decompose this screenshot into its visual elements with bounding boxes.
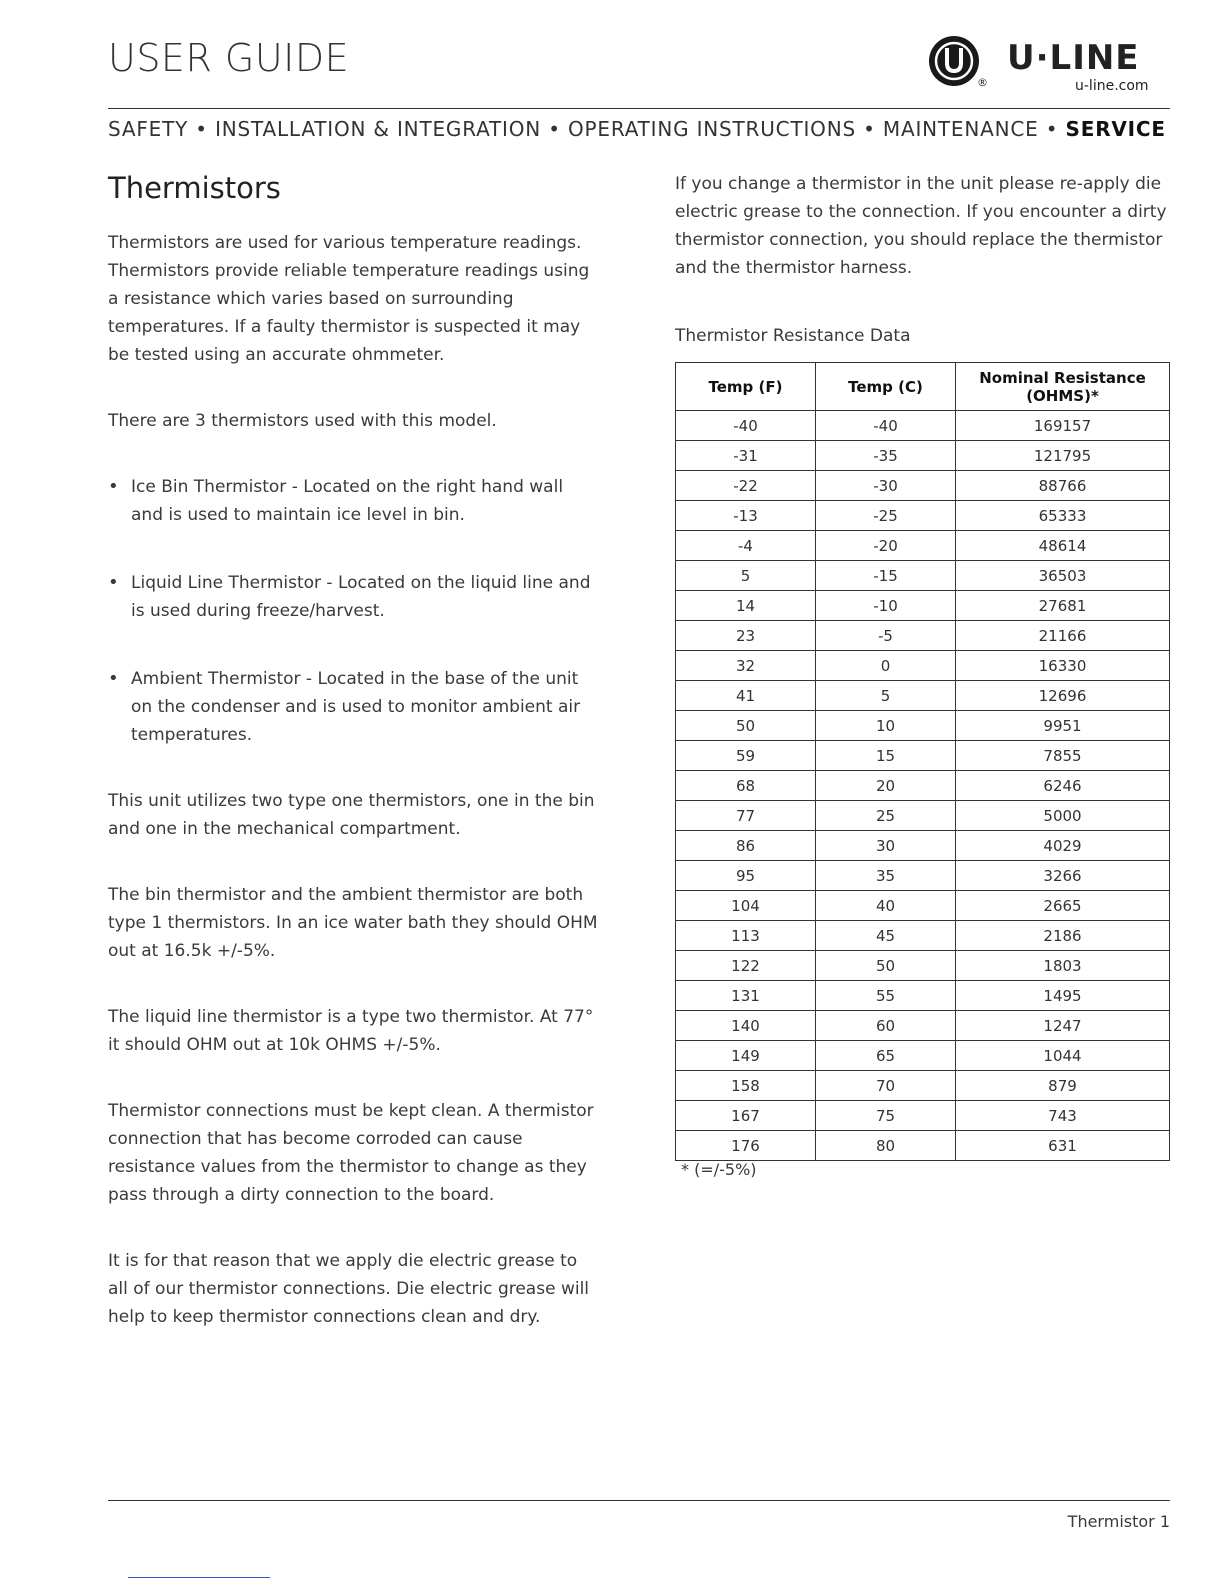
table-cell: -22 — [676, 471, 816, 501]
table-row — [676, 1131, 1170, 1161]
table-row — [676, 801, 1170, 831]
section-nav — [108, 116, 1170, 142]
table-cell: 743 — [956, 1101, 1170, 1131]
u-line-logo-icon — [928, 35, 984, 91]
table-row — [676, 831, 1170, 861]
table-row — [676, 681, 1170, 711]
table-cell: 21166 — [956, 621, 1170, 651]
table-row — [676, 561, 1170, 591]
table-cell: 149 — [676, 1041, 816, 1071]
table-row — [676, 951, 1170, 981]
nav-item-maintenance: MAINTENANCE — [882, 117, 1039, 141]
table-cell: 88766 — [956, 471, 1170, 501]
table-cell: -4 — [676, 531, 816, 561]
table-cell: 95 — [676, 861, 816, 891]
replace-paragraph: If you change a thermistor in the unit please re-apply die electric grease to the connection. If you encounter a dirty thermistor connection, you should replace the thermistor and the thermistor harness. — [675, 174, 1167, 278]
table-cell: 45 — [816, 921, 956, 951]
table-cell: 879 — [956, 1071, 1170, 1101]
table-row — [676, 531, 1170, 561]
right-column — [675, 170, 1171, 282]
table-cell: 86 — [676, 831, 816, 861]
type-one-paragraph: This unit utilizes two type one thermistors, one in the bin and one in the mechanical compartment. — [108, 791, 595, 839]
table-cell: 30 — [816, 831, 956, 861]
list-item: • Ambient Thermistor - Located in the base of the unit on the condenser and is used to monitor ambient air temperatures. — [108, 665, 598, 749]
table-cell: 20 — [816, 771, 956, 801]
table-row — [676, 981, 1170, 1011]
nav-item-service: SERVICE — [1065, 117, 1166, 141]
resistance-table — [675, 362, 1170, 1161]
table-row — [676, 921, 1170, 951]
column-header: Temp (F) — [676, 363, 816, 411]
table-cell: 65333 — [956, 501, 1170, 531]
table-cell: 68 — [676, 771, 816, 801]
table-cell: 10 — [816, 711, 956, 741]
table-cell: 122 — [676, 951, 816, 981]
table-cell: 59 — [676, 741, 816, 771]
liquid-line-paragraph: The liquid line thermistor is a type two thermistor. At 77° it should OHM out at 10k OHMS +/-5%. — [108, 1007, 594, 1055]
table-row — [676, 771, 1170, 801]
left-column — [108, 168, 598, 1369]
footer-divider — [108, 1500, 1170, 1501]
intro-paragraph: Thermistors are used for various temperature readings. Thermistors provide reliable temperature readings using a resistance which varies based on surrounding temperatures. If a faulty thermistor is suspected it may be tested using an accurate ohmmeter. — [108, 233, 590, 365]
table-row — [676, 471, 1170, 501]
table-cell: 131 — [676, 981, 816, 1011]
table-row — [676, 891, 1170, 921]
table-caption: Thermistor Resistance Data — [675, 326, 911, 346]
table-cell: 1803 — [956, 951, 1170, 981]
table-cell: 6246 — [956, 771, 1170, 801]
table-cell: 35 — [816, 861, 956, 891]
nav-separator: • — [863, 117, 876, 141]
table-row — [676, 711, 1170, 741]
table-cell: 9951 — [956, 711, 1170, 741]
table-cell: 65 — [816, 1041, 956, 1071]
table-cell: 77 — [676, 801, 816, 831]
header-divider — [108, 108, 1170, 109]
page-number: Thermistor 1 — [1067, 1512, 1170, 1531]
table-cell: 25 — [816, 801, 956, 831]
table-cell: 7855 — [956, 741, 1170, 771]
table-cell: -25 — [816, 501, 956, 531]
table-cell: 1495 — [956, 981, 1170, 1011]
table-row — [676, 591, 1170, 621]
table-row — [676, 1101, 1170, 1131]
table-cell: 50 — [816, 951, 956, 981]
section-heading: Thermistors — [108, 171, 281, 205]
nav-item-installation: INSTALLATION & INTEGRATION — [215, 117, 542, 141]
table-row — [676, 861, 1170, 891]
table-cell: 158 — [676, 1071, 816, 1101]
table-cell: -30 — [816, 471, 956, 501]
table-cell: -40 — [676, 411, 816, 441]
document-title: USER GUIDE — [108, 36, 350, 80]
table-cell: 113 — [676, 921, 816, 951]
table-cell: 0 — [816, 651, 956, 681]
thermistor-list — [108, 473, 598, 749]
list-item: • Ice Bin Thermistor - Located on the right hand wall and is used to maintain ice level in bin. — [108, 473, 598, 529]
table-cell: 36503 — [956, 561, 1170, 591]
table-cell: 2665 — [956, 891, 1170, 921]
grease-paragraph: It is for that reason that we apply die electric grease to all of our thermistor connections. Die electric grease will help to keep thermistor connections clean and dry. — [108, 1251, 590, 1327]
nav-separator: • — [1045, 117, 1059, 141]
table-cell: 14 — [676, 591, 816, 621]
nav-item-operating: OPERATING INSTRUCTIONS — [567, 117, 856, 141]
table-cell: -35 — [816, 441, 956, 471]
table-cell: 41 — [676, 681, 816, 711]
table-cell: 32 — [676, 651, 816, 681]
table-cell: 80 — [816, 1131, 956, 1161]
nav-separator: • — [195, 117, 208, 141]
table-cell: 1044 — [956, 1041, 1170, 1071]
table-cell: 1247 — [956, 1011, 1170, 1041]
list-item: • Liquid Line Thermistor - Located on the liquid line and is used during freeze/harvest. — [108, 569, 598, 625]
link-underline — [128, 1577, 270, 1578]
table-row — [676, 501, 1170, 531]
table-row — [676, 411, 1170, 441]
table-cell: -10 — [816, 591, 956, 621]
table-cell: 4029 — [956, 831, 1170, 861]
table-cell: -5 — [816, 621, 956, 651]
table-cell: 12696 — [956, 681, 1170, 711]
table-row — [676, 621, 1170, 651]
table-body — [676, 411, 1170, 1161]
table-row — [676, 651, 1170, 681]
nav-item-safety: SAFETY — [108, 117, 189, 141]
registered-mark: ® — [977, 76, 988, 89]
thermistor-count-paragraph: There are 3 thermistors used with this model. — [108, 411, 497, 431]
table-row — [676, 441, 1170, 471]
nav-separator: • — [548, 117, 561, 141]
table-row — [676, 1011, 1170, 1041]
table-row — [676, 741, 1170, 771]
column-header: Temp (C) — [816, 363, 956, 411]
table-cell: 169157 — [956, 411, 1170, 441]
brand-name: U·LINE — [1007, 38, 1140, 78]
table-cell: 121795 — [956, 441, 1170, 471]
table-cell: 40 — [816, 891, 956, 921]
table-cell: 48614 — [956, 531, 1170, 561]
table-cell: 5 — [816, 681, 956, 711]
table-footnote: * (=/-5%) — [681, 1160, 757, 1179]
table-cell: -15 — [816, 561, 956, 591]
table-row — [676, 1071, 1170, 1101]
table-cell: 50 — [676, 711, 816, 741]
table-row — [676, 1041, 1170, 1071]
table-cell: 15 — [816, 741, 956, 771]
table-cell: 75 — [816, 1101, 956, 1131]
table-cell: -13 — [676, 501, 816, 531]
connections-paragraph: Thermistor connections must be kept clean. A thermistor connection that has become corroded can cause resistance values from the thermistor to change as they pass through a dirty connection to the board. — [108, 1101, 594, 1205]
table-cell: 27681 — [956, 591, 1170, 621]
table-cell: 60 — [816, 1011, 956, 1041]
table-cell: 631 — [956, 1131, 1170, 1161]
table-cell: -40 — [816, 411, 956, 441]
table-cell: 176 — [676, 1131, 816, 1161]
table-cell: 5 — [676, 561, 816, 591]
table-cell: -31 — [676, 441, 816, 471]
brand-url: u-line.com — [1075, 78, 1149, 94]
table-cell: 104 — [676, 891, 816, 921]
table-header-row — [676, 363, 1170, 411]
table-cell: 5000 — [956, 801, 1170, 831]
column-header: Nominal Resistance (OHMS)* — [956, 363, 1170, 411]
bin-ambient-paragraph: The bin thermistor and the ambient thermistor are both type 1 thermistors. In an ice water bath they should OHM out at 16.5k +/-5%. — [108, 885, 598, 961]
table-cell: -20 — [816, 531, 956, 561]
table-cell: 55 — [816, 981, 956, 1011]
table-cell: 23 — [676, 621, 816, 651]
table-cell: 3266 — [956, 861, 1170, 891]
table-cell: 16330 — [956, 651, 1170, 681]
table-cell: 140 — [676, 1011, 816, 1041]
table-cell: 167 — [676, 1101, 816, 1131]
table-cell: 2186 — [956, 921, 1170, 951]
table-cell: 70 — [816, 1071, 956, 1101]
